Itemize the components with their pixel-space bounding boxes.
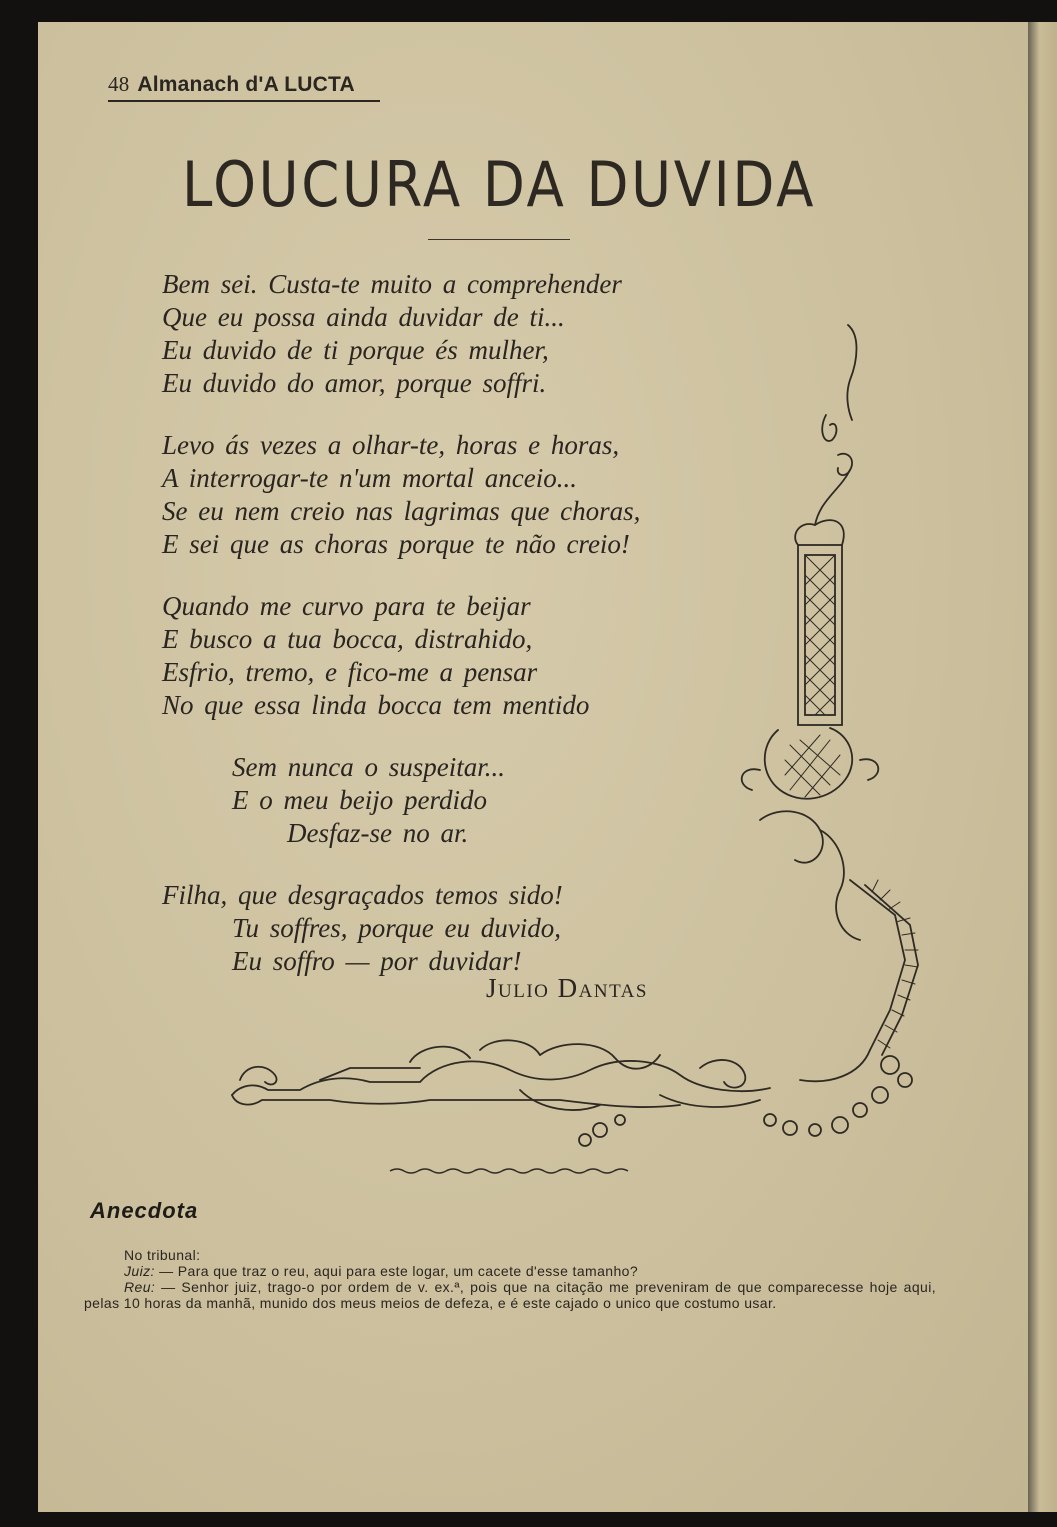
poem-line: Levo ás vezes a olhar-te, horas e horas, xyxy=(162,430,620,460)
poem-line: Tu soffres, porque eu duvido, xyxy=(232,913,561,943)
poem-line: Bem sei. Custa-te muito a comprehender xyxy=(162,269,622,299)
judge-speech: — Para que traz o reu, aqui para este logar, um cacete d'esse tamanho? xyxy=(154,1263,639,1279)
poem-line: Filha, que desgraçados temos sido! xyxy=(162,880,563,910)
poem-line: No que essa linda bocca tem mentido xyxy=(162,690,590,720)
poem-line: A interrogar-te n'um mortal anceio... xyxy=(162,463,577,493)
poem-line: Que eu possa ainda duvidar de ti... xyxy=(162,302,565,332)
poem-author: Julio Dantas xyxy=(486,973,648,1003)
poem-title: LOUCURA DA DUVIDA xyxy=(182,148,817,221)
section-divider xyxy=(385,1165,635,1177)
poem-line: E sei que as choras porque te não creio! xyxy=(162,529,630,559)
defendant-speech: — Senhor juiz, trago-o por ordem de v. ex.ª, pois que na citação me preveniram de que comparecesse hoje aqui, pelas 10 horas da manhã, munido dos meus meios de defeza, e é este cajado o unico que costumo usar. xyxy=(84,1279,936,1311)
poem-line: Esfrio, tremo, e fico-me a pensar xyxy=(162,657,538,687)
poem-line: Quando me curvo para te beijar xyxy=(162,591,531,621)
poem-line: Eu soffro — por duvidar! xyxy=(232,946,522,976)
poem-line: Se eu nem creio nas lagrimas que choras, xyxy=(162,496,641,526)
anecdote-title: Anecdota xyxy=(90,1198,199,1223)
poem-line: Eu duvido do amor, porque soffri. xyxy=(162,368,547,398)
anecdote-defendant-line xyxy=(84,1279,936,1311)
poem-line: E busco a tua bocca, distrahido, xyxy=(162,624,533,654)
speaker-judge: Juiz: xyxy=(124,1263,155,1279)
page-number: 48 xyxy=(108,72,130,96)
poem-line: Sem nunca o suspeitar... xyxy=(232,752,505,782)
anecdote-judge-line xyxy=(84,1263,936,1279)
anecdote-intro: No tribunal: xyxy=(124,1247,201,1263)
anecdote-body xyxy=(84,1247,936,1311)
speaker-defendant: Reu: xyxy=(124,1279,156,1295)
publication-title: Almanach d'A LUCTA xyxy=(137,73,355,96)
poem-line: Desfaz-se no ar. xyxy=(287,818,469,848)
poem-line: E o meu beijo perdido xyxy=(232,785,487,815)
poem-line: Eu duvido de ti porque és mulher, xyxy=(162,335,549,365)
